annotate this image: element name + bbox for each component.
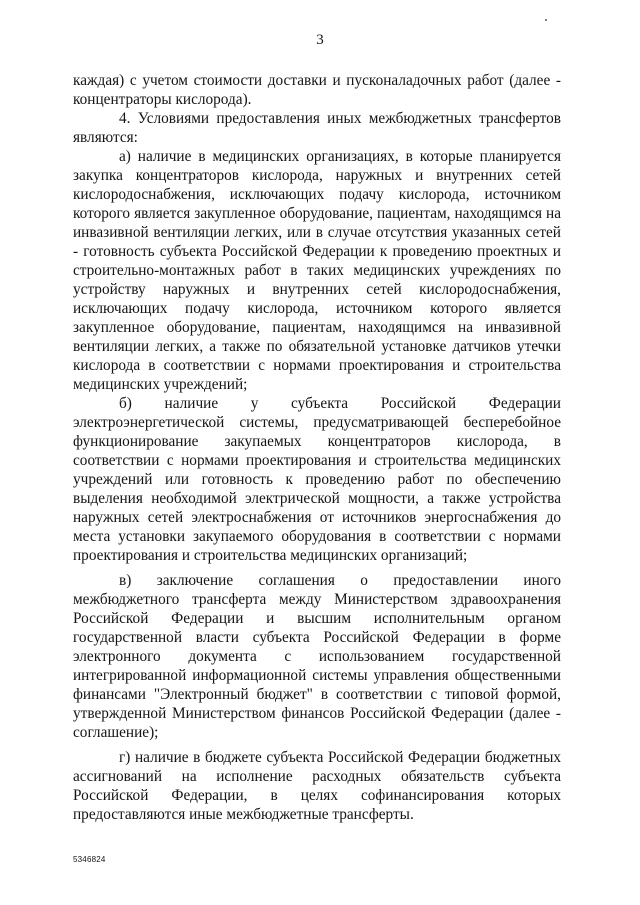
paragraph-item-b: б) наличие у субъекта Российской Федерации электроэнергетической системы, предусматривающей бесперебойное функционирование закупаемых концентраторов кислорода, в соответствии с нормами проектирования и строительства медицинских учреждений или готовность к проведению работ по обеспечению выделения необходимой электрической мощности, а также устройства наружных сетей электроснабжения от источников энергоснабжения до места установки закупаемого оборудования в соответствии с нормами проектирования и строительства медицинских организаций;: [73, 395, 561, 564]
paragraph-item-v: в) заключение соглашения о предоставлении иного межбюджетного трансферта между Министерством здравоохранения Российской Федерации и высшим исполнительным органом государственной власти субъекта Российской Федерации в форме электронного документа с использованием государственной интегрированной информационной системы управления общественными финансами "Электронный бюджет" в соответствии с типовой формой, утвержденной Министерством финансов Российской Федерации (далее - соглашение);: [73, 572, 561, 741]
document-code: 5346824: [73, 855, 106, 864]
scan-dot: [545, 19, 547, 21]
paragraph-continuation: каждая) с учетом стоимости доставки и пусконаладочных работ (далее - концентраторы кислорода).: [73, 72, 561, 108]
paragraph-item-4: 4. Условиями предоставления иных межбюджетных трансфертов являются:: [73, 110, 561, 146]
page-number: 3: [316, 32, 324, 48]
paragraph-item-g: г) наличие в бюджете субъекта Российской Федерации бюджетных ассигнований на исполнение расходных обязательств субъекта Российской Федерации, в целях софинансирования которых предоставляются иные межбюджетные трансферты.: [73, 749, 561, 823]
paragraph-item-a: а) наличие в медицинских организациях, в которые планируется закупка концентраторов кислорода, наружных и внутренних сетей кислородоснабжения, исключающих подачу кислорода, источником которого является закупленное оборудование, пациентам, находящимся на инвазивной вентиляции легких, или в случае отсутствия указанных сетей - готовность субъекта Российской Федерации к проведению проектных и строительно-монтажных работ в таких медицинских учреждениях по устройству наружных и внутренних сетей кислородоснабжения, исключающих подачу кислорода, источником которого является закупленное оборудование, пациентам, находящимся на инвазивной вентиляции легких, а также по обязательной установке датчиков утечки кислорода в соответствии с нормами проектирования и строительства медицинских учреждений;: [73, 148, 561, 393]
document-body: [73, 71, 561, 824]
